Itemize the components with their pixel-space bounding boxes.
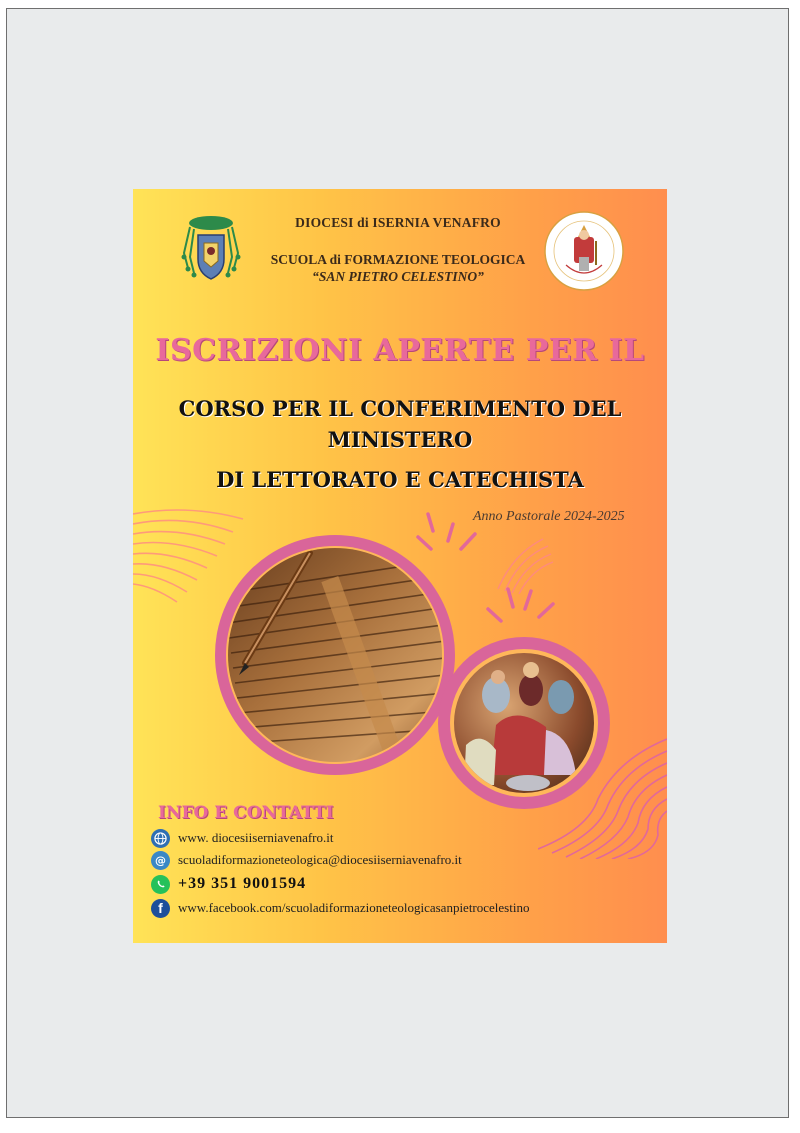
- pastoral-year: Anno Pastorale 2024-2025: [473, 509, 625, 524]
- contact-facebook[interactable]: [151, 897, 529, 919]
- contact-website[interactable]: [151, 827, 333, 849]
- contact-email[interactable]: [151, 849, 462, 871]
- info-contacts-title: INFO E CONTATTI: [158, 803, 334, 823]
- school-subtitle: “SAN PIETRO CELESTINO”: [312, 269, 484, 284]
- contact-whatsapp[interactable]: [151, 873, 306, 895]
- foot-washing-painting: [436, 635, 612, 811]
- email-text: scuoladiformazioneteologica@diocesiiserniavenafro.it: [178, 852, 462, 867]
- facebook-text: www.facebook.com/scuoladiformazioneteologicasanpietrocelestino: [178, 900, 530, 915]
- facebook-icon: f: [151, 899, 170, 918]
- scroll-quill-image: [205, 533, 465, 777]
- diocese-name: DIOCESI di ISERNIA VENAFRO: [295, 215, 501, 230]
- school-seal-logo: [544, 211, 624, 291]
- school-name: SCUOLA di FORMAZIONE TEOLOGICA: [270, 252, 526, 267]
- headline: ISCRIZIONI APERTE PER IL: [155, 333, 645, 368]
- globe-icon: [151, 829, 170, 848]
- course-title-line-1: CORSO PER IL CONFERIMENTO DEL: [178, 396, 622, 421]
- course-title-line-3: DI LETTORATO E CATECHISTA: [216, 467, 584, 492]
- website-text: www. diocesiiserniavenafro.it: [178, 830, 334, 845]
- course-title-line-2: MINISTERO: [327, 427, 473, 452]
- at-icon: @: [151, 851, 170, 870]
- whatsapp-icon: [151, 875, 170, 894]
- diocese-coat-of-arms: [178, 213, 244, 285]
- phone-text: +39 351 9001594: [178, 875, 307, 892]
- poster: [133, 189, 667, 943]
